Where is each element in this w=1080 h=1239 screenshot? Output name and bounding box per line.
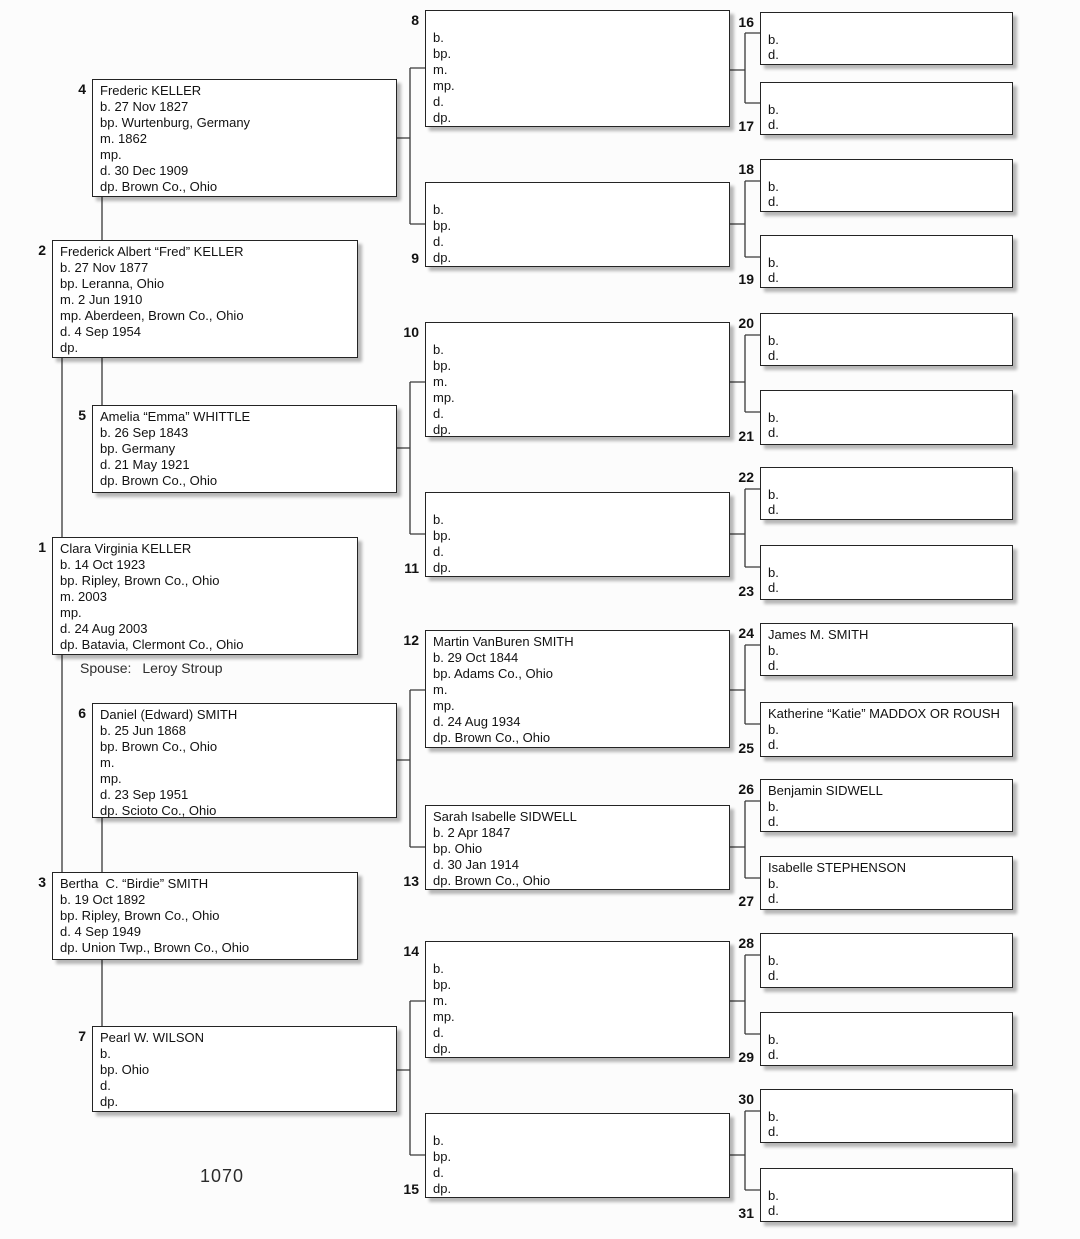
person-field-line: b. (768, 486, 779, 502)
person-name: Amelia “Emma” WHITTLE (100, 409, 251, 424)
person-name: Frederic KELLER (100, 83, 202, 98)
person-number-26: 26 (738, 781, 754, 797)
person-field-line: bp. Leranna, Ohio (60, 276, 165, 291)
person-field-line: m. 2 Jun 1910 (60, 292, 143, 307)
person-name (768, 239, 1008, 255)
person-name: Isabelle STEPHENSON (768, 860, 906, 875)
person-field-line: mp. (60, 605, 82, 620)
person-field-line: bp. Adams Co., Ohio (433, 666, 553, 681)
person-field-line: mp. (433, 1009, 455, 1024)
person-field-line: d. (768, 502, 779, 517)
person-name (433, 1117, 725, 1133)
person-field-line: d. (100, 1078, 111, 1093)
person-field-line: bp. Germany (100, 441, 176, 456)
person-number-7: 7 (78, 1028, 86, 1044)
person-field-line: dp. (433, 110, 452, 125)
person-number-5: 5 (78, 407, 86, 423)
person-field-line: d. (433, 544, 444, 559)
person-box-23 (760, 545, 1013, 600)
person-field-line: b. 19 Oct 1892 (60, 892, 146, 907)
person-box-20 (760, 313, 1013, 366)
person-field-line: bp. Ripley, Brown Co., Ohio (60, 908, 220, 923)
person-name (433, 186, 725, 202)
person-field-line: bp. (433, 1149, 452, 1164)
person-name: Clara Virginia KELLER (60, 541, 192, 556)
person-field-line: m. 1862 (100, 131, 147, 146)
person-field-line: d. (433, 94, 444, 109)
person-field-line: b. (768, 31, 779, 47)
person-box-6 (92, 703, 397, 818)
person-field-line: bp. (433, 218, 452, 233)
person-field-line: b. (768, 642, 779, 658)
person-field-line: b. (433, 30, 444, 45)
person-box-9 (425, 182, 730, 267)
person-box-1 (52, 537, 358, 655)
person-field-line: dp. (100, 1094, 119, 1109)
person-field-line: bp. (433, 46, 452, 61)
person-field-line: dp. (433, 560, 452, 575)
person-box-31 (760, 1168, 1013, 1222)
person-field-line: bp. (433, 977, 452, 992)
person-field-line: dp. (433, 1181, 452, 1196)
person-field-line: b. (768, 875, 779, 891)
person-number-6: 6 (78, 705, 86, 721)
spouse-label: Spouse: (80, 660, 132, 676)
person-name: Sarah Isabelle SIDWELL (433, 809, 577, 824)
person-field-line: b. (768, 101, 779, 117)
person-number-2: 2 (38, 242, 46, 258)
person-box-15 (425, 1113, 730, 1198)
person-name (433, 496, 725, 512)
person-box-7 (92, 1026, 397, 1112)
person-field-line: b. (768, 798, 779, 814)
person-box-4 (92, 79, 397, 197)
person-box-14 (425, 941, 730, 1058)
person-field-line: d. (768, 348, 779, 363)
person-field-line: d. (433, 234, 444, 249)
person-field-line: d. (768, 1124, 779, 1139)
person-name: Frederick Albert “Fred” KELLER (60, 244, 244, 259)
person-field-line: b. 25 Jun 1868 (100, 723, 187, 738)
person-field-line: d. 24 Aug 2003 (60, 621, 148, 636)
person-number-13: 13 (403, 873, 419, 889)
person-field-line: b. 14 Oct 1923 (60, 557, 146, 572)
person-name: Benjamin SIDWELL (768, 783, 883, 798)
person-name (768, 394, 1008, 410)
person-field-line: bp. (433, 358, 452, 373)
person-name (433, 945, 725, 961)
person-field-line: b. (768, 178, 779, 194)
connector-bracket-7 (397, 1001, 425, 1155)
person-field-line: dp. (433, 250, 452, 265)
person-name (768, 317, 1008, 333)
person-field-line: bp. Ripley, Brown Co., Ohio (60, 573, 220, 588)
person-field-line: d. 30 Dec 1909 (100, 163, 189, 178)
person-field-line: d. 24 Aug 1934 (433, 714, 521, 729)
person-number-19: 19 (738, 271, 754, 287)
person-field-line: mp. (433, 698, 455, 713)
person-name: Katherine “Katie” MADDOX OR ROUSH (768, 706, 1000, 721)
person-field-line: mp. (433, 390, 455, 405)
person-field-line: dp. Brown Co., Ohio (100, 179, 218, 194)
person-box-16 (760, 12, 1013, 65)
person-box-2 (52, 240, 358, 358)
person-box-19 (760, 235, 1013, 288)
person-number-28: 28 (738, 935, 754, 951)
person-field-line: dp. (433, 1041, 452, 1056)
person-name (768, 1172, 1008, 1188)
person-field-line: b. 26 Sep 1843 (100, 425, 189, 440)
person-field-line: m. (100, 755, 115, 770)
connector-bracket-5 (397, 382, 425, 534)
connector-bracket-11 (730, 489, 760, 567)
person-box-10 (425, 322, 730, 437)
person-name (768, 86, 1008, 102)
person-field-line: d. 21 May 1921 (100, 457, 190, 472)
person-field-line: b. 2 Apr 1847 (433, 825, 511, 840)
person-field-line: b. (768, 332, 779, 348)
person-field-line: bp. Ohio (100, 1062, 150, 1077)
person-field-line: mp. (100, 771, 122, 786)
person-number-10: 10 (403, 324, 419, 340)
person-field-line: m. (433, 993, 448, 1008)
person-name (768, 163, 1008, 179)
person-field-line: b. (433, 961, 444, 976)
person-field-line: d. (768, 580, 779, 595)
person-field-line: b. 29 Oct 1844 (433, 650, 519, 665)
person-field-line: b. (768, 409, 779, 425)
person-field-line: mp. Aberdeen, Brown Co., Ohio (60, 308, 244, 323)
person-field-line: mp. (433, 78, 455, 93)
person-box-8 (425, 10, 730, 127)
person-field-line: dp. Batavia, Clermont Co., Ohio (60, 637, 244, 652)
person-field-line: b. (100, 1046, 111, 1061)
person-name: Daniel (Edward) SMITH (100, 707, 238, 722)
person-field-line: dp. (60, 340, 79, 355)
person-field-line: m. (433, 374, 448, 389)
person-name (433, 326, 725, 342)
person-field-line: b. (768, 1187, 779, 1203)
person-number-11: 11 (404, 560, 419, 576)
person-name: Pearl W. WILSON (100, 1030, 205, 1045)
person-box-24 (760, 623, 1013, 676)
person-field-line: d. 30 Jan 1914 (433, 857, 520, 872)
person-field-line: d. 4 Sep 1949 (60, 924, 141, 939)
person-number-17: 17 (738, 118, 754, 134)
person-box-12 (425, 630, 730, 748)
person-box-18 (760, 159, 1013, 212)
spouse-line (80, 660, 223, 676)
person-field-line: b. (433, 342, 444, 357)
person-number-18: 18 (738, 161, 754, 177)
person-field-line: bp. Ohio (433, 841, 483, 856)
person-field-line: d. (768, 968, 779, 983)
person-number-23: 23 (738, 583, 754, 599)
person-field-line: dp. (433, 422, 452, 437)
person-field-line: b. (768, 1031, 779, 1047)
person-field-line: m. (433, 682, 448, 697)
person-name: Bertha C. “Birdie” SMITH (60, 876, 209, 891)
person-field-line: b. (433, 512, 444, 527)
person-number-16: 16 (738, 14, 754, 30)
person-field-line: b. (433, 202, 444, 217)
person-box-28 (760, 933, 1013, 988)
person-field-line: d. 23 Sep 1951 (100, 787, 189, 802)
person-field-line: b. (768, 952, 779, 968)
person-box-25 (760, 702, 1013, 757)
person-field-line: bp. Wurtenburg, Germany (100, 115, 251, 130)
person-box-3 (52, 872, 358, 960)
connector-bracket-14 (730, 955, 760, 1034)
person-name (433, 14, 725, 30)
person-field-line: d. (768, 891, 779, 906)
person-number-20: 20 (738, 315, 754, 331)
connector-bracket-9 (730, 181, 760, 257)
connector-bracket-8 (730, 33, 760, 103)
person-field-line: dp. Brown Co., Ohio (433, 730, 551, 745)
person-field-line: d. (768, 194, 779, 209)
person-number-9: 9 (411, 250, 419, 266)
spouse-name: Leroy Stroup (142, 660, 223, 676)
person-field-line: b. (768, 254, 779, 270)
person-number-12: 12 (403, 632, 419, 648)
person-box-26 (760, 779, 1013, 832)
connector-bracket-12 (730, 645, 760, 724)
person-field-line: d. (768, 1047, 779, 1062)
person-name (768, 1093, 1008, 1109)
person-box-17 (760, 82, 1013, 135)
person-field-line: d. 4 Sep 1954 (60, 324, 141, 339)
person-field-line: bp. Brown Co., Ohio (100, 739, 218, 754)
person-field-line: mp. (100, 147, 122, 162)
person-field-line: b. (433, 1133, 444, 1148)
person-name (768, 471, 1008, 487)
person-number-1: 1 (38, 539, 46, 555)
person-field-line: d. (768, 1203, 779, 1218)
person-name (768, 16, 1008, 32)
person-number-15: 15 (403, 1181, 419, 1197)
person-number-22: 22 (738, 469, 754, 485)
connector-bracket-6 (397, 690, 425, 847)
person-number-21: 21 (738, 428, 754, 444)
person-field-line: b. (768, 721, 779, 737)
person-number-14: 14 (403, 943, 419, 959)
person-number-3: 3 (38, 874, 46, 890)
person-name (768, 549, 1008, 565)
person-field-line: dp. Brown Co., Ohio (100, 473, 218, 488)
connector-bracket-10 (730, 335, 760, 412)
person-number-31: 31 (738, 1205, 754, 1221)
person-number-4: 4 (78, 81, 86, 97)
person-box-30 (760, 1089, 1013, 1143)
person-field-line: dp. Union Twp., Brown Co., Ohio (60, 940, 250, 955)
person-name (768, 1016, 1008, 1032)
person-field-line: bp. (433, 528, 452, 543)
person-field-line: d. (768, 658, 779, 673)
connector-bracket-4 (397, 68, 425, 224)
page-number: 1070 (199, 1166, 245, 1186)
person-field-line: d. (768, 270, 779, 285)
person-box-13 (425, 805, 730, 890)
connector-bracket-13 (730, 801, 760, 878)
person-number-8: 8 (411, 12, 419, 28)
person-box-22 (760, 467, 1013, 520)
person-field-line: b. (768, 564, 779, 580)
person-field-line: m. 2003 (60, 589, 107, 604)
person-field-line: dp. Scioto Co., Ohio (100, 803, 217, 818)
connector-bracket-15 (730, 1111, 760, 1190)
person-field-line: dp. Brown Co., Ohio (433, 873, 551, 888)
person-number-27: 27 (738, 893, 754, 909)
person-box-29 (760, 1012, 1013, 1066)
person-box-5 (92, 405, 397, 493)
person-field-line: b. 27 Nov 1877 (60, 260, 149, 275)
person-field-line: b. 27 Nov 1827 (100, 99, 189, 114)
person-box-27 (760, 856, 1013, 910)
person-number-24: 24 (738, 625, 754, 641)
person-field-line: b. (768, 1108, 779, 1124)
person-field-line: d. (768, 117, 779, 132)
person-field-line: d. (768, 814, 779, 829)
person-name (768, 937, 1008, 953)
person-field-line: d. (768, 47, 779, 62)
person-number-25: 25 (738, 740, 754, 756)
person-field-line: d. (433, 1165, 444, 1180)
person-box-21 (760, 390, 1013, 445)
person-field-line: d. (433, 406, 444, 421)
person-field-line: d. (768, 737, 779, 752)
person-field-line: d. (433, 1025, 444, 1040)
person-name: Martin VanBuren SMITH (433, 634, 574, 649)
person-number-30: 30 (738, 1091, 754, 1107)
person-number-29: 29 (738, 1049, 754, 1065)
person-name: James M. SMITH (768, 627, 869, 642)
person-field-line: m. (433, 62, 448, 77)
person-box-11 (425, 492, 730, 577)
person-field-line: d. (768, 425, 779, 440)
